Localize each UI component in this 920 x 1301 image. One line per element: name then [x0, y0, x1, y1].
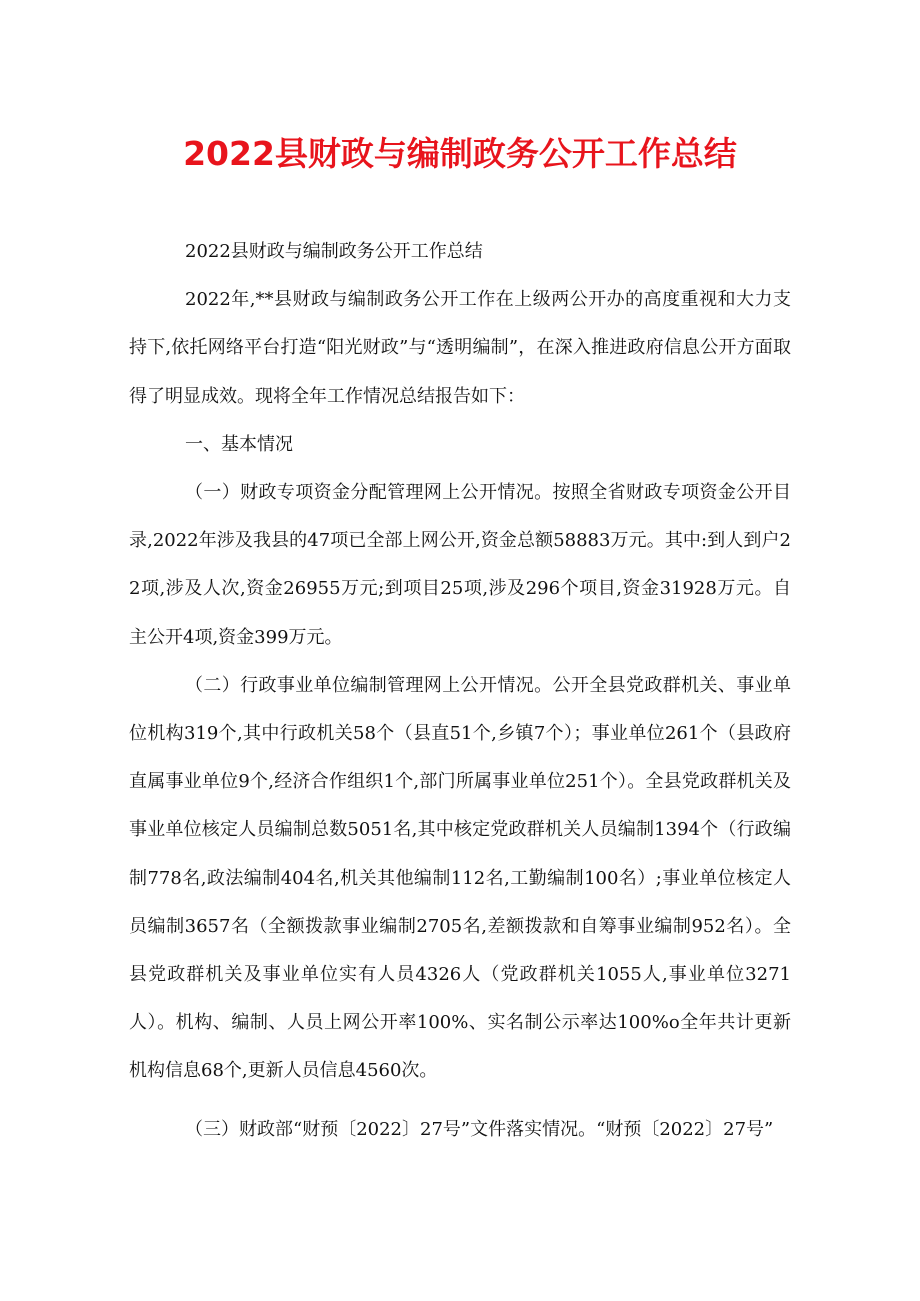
document-implementation-paragraph: （三）财政部“财预〔2022〕27号”文件落实情况。“财预〔2022〕27号”: [185, 1118, 774, 1140]
document-title: 2022县财政与编制政务公开工作总结: [183, 134, 737, 173]
subtitle-paragraph: 2022县财政与编制政务公开工作总结: [185, 241, 483, 262]
intro-paragraph: 2022年,**县财政与编制政务公开工作在上级两公开办的高度重视和大力支持下,依托网络平台打造“阳光财政”与“透明编制”，在深入推进政府信息公开方面取得了明显成效。现将全年工作情况总结报告如下：: [129, 289, 791, 407]
document-body: [129, 228, 791, 1154]
staffing-paragraph: （二）行政事业单位编制管理网上公开情况。公开全县党政群机关、事业单位机构319个,其中行政机关58个（县直51个,乡镇7个）；事业单位261个（县政府直属事业单位9个,经济合作组织1个,部门所属事业单位251个）。全县党政群机关及事业单位核定人员编制总数5051名,其中核定党政群机关人员编制1394个（行政编制778名,政法编制404名,机关其他编制112名,工勤编制100名）;事业单位核定人员编制3657名（全额拨款事业编制2705名,差额拨款和自筹事业编制952名）。全县党政群机关及事业单位实有人员4326人（党政群机关1055人,事业单位3271人）。机构、编制、人员上网公开率100%、实名制公示率达100%o全年共计更新机构信息68个,更新人员信息4560次。: [129, 674, 791, 1082]
section-heading: 一、基本情况: [185, 433, 293, 455]
finance-fund-paragraph: （一）财政专项资金分配管理网上公开情况。按照全省财政专项资金公开目录,2022年涉及我县的47项已全部上网公开,资金总额58883万元。其中:到人到户22项,涉及人次,资金26955万元;到项目25项,涉及296个项目,资金31928万元。自主公开4项,资金399万元。: [129, 482, 791, 648]
